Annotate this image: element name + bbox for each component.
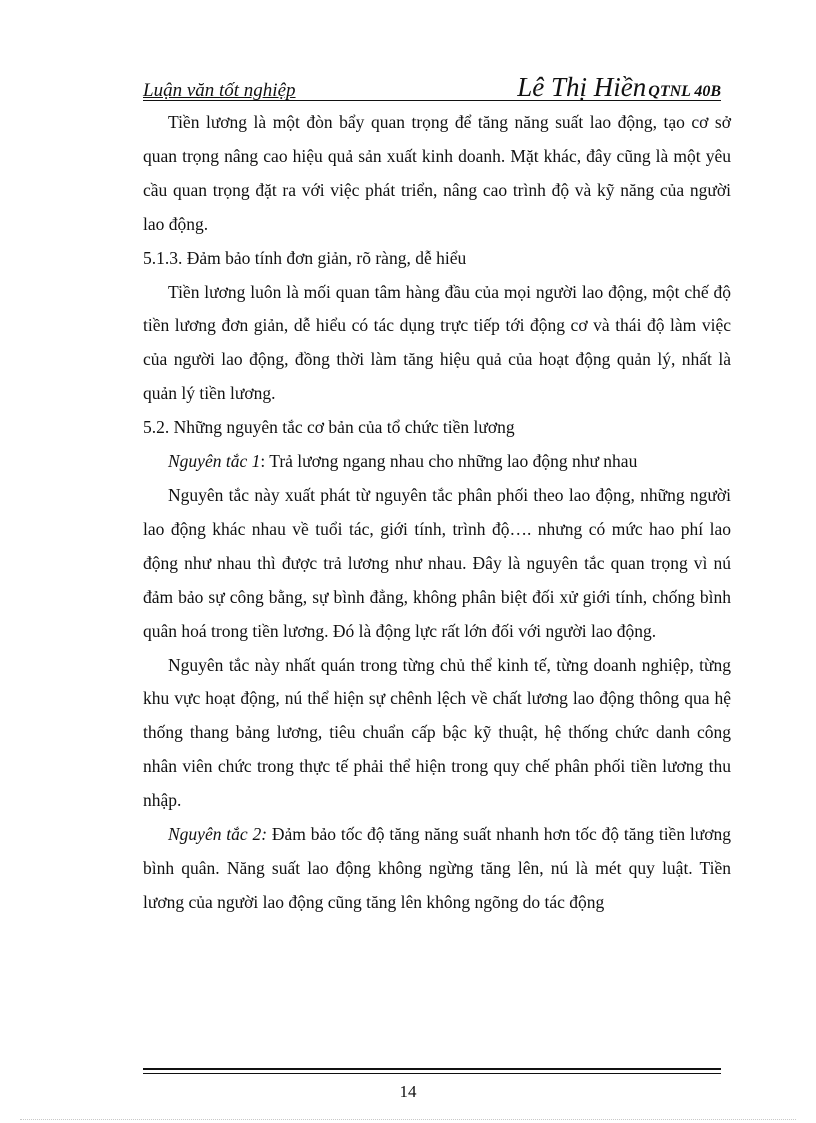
- footer-rule-thick: [143, 1068, 721, 1070]
- page-number: 14: [399, 1082, 417, 1101]
- paragraph-3: Nguyên tắc này xuất phát từ nguyên tắc phân phối theo lao động, những người lao động khác nhau về tuổi tác, giới tính, trình độ…. nhưng có mức hao phí lao động như nhau thì được trả lương như nhau. Đây là nguyên tắc quan trọng vì nú đảm bảo sự công bằng, sự bình đẳng, không phân biệt đối xử giới tính, chống bình quân hoá trong tiền lương. Đó là động lực rất lớn đối với người lao động.: [143, 484, 731, 641]
- header-author: Lê Thị Hiền: [517, 72, 647, 102]
- principle-2-label: Nguyên tắc 2:: [168, 824, 268, 845]
- section-heading-5-1-3: 5.1.3. Đảm bảo tính đơn giản, rõ ràng, dễ hiểu: [143, 247, 467, 268]
- page-header: [143, 72, 721, 102]
- principle-1-label: Nguyên tắc 1: [168, 451, 261, 472]
- principle-1-text: : Trả lương ngang nhau cho những lao động như nhau: [260, 451, 638, 472]
- header-class-code: QTNL 40B: [648, 83, 721, 100]
- footer-rule-thin: [143, 1073, 721, 1074]
- principle-2: [143, 818, 731, 920]
- principle-1: [143, 445, 731, 479]
- section-heading-5-2: 5.2. Những nguyên tắc cơ bản của tổ chức tiền lương: [143, 417, 515, 438]
- header-rule: [143, 100, 721, 101]
- page-edge-divider: [20, 1119, 796, 1120]
- principle-2-text: Đảm bảo tốc độ tăng năng suất nhanh hơn tốc độ tăng tiền lương bình quân. Năng suất lao động không ngừng tăng lên, nú là mét quy luật. Tiền lương của người lao động cũng tăng lên không ngõng do tác động: [143, 824, 732, 912]
- body-text: [143, 106, 731, 920]
- header-thesis-label: Luận văn tốt nghiệp: [143, 80, 296, 101]
- header-author-block: [517, 72, 721, 103]
- paragraph-4: Nguyên tắc này nhất quán trong từng chủ thể kinh tế, từng doanh nghiệp, từng khu vực hoạt động, nú thể hiện sự chênh lệch về chất lương lao động thông qua hệ thống thang bảng lương, tiêu chuẩn cấp bậc kỹ thuật, hệ thống chức danh công nhân viên chức trong thực tế phải thể hiện trong quy chế phân phối tiền lương thu nhập.: [143, 654, 731, 811]
- paragraph-2: Tiền lương luôn là mối quan tâm hàng đầu của mọi người lao động, một chế độ tiền lương đơn giản, dễ hiểu có tác dụng trực tiếp tới động cơ và thái độ làm việc của người lao động, đồng thời làm tăng hiệu quả của hoạt động quản lý, nhất là quản lý tiền lương.: [143, 281, 731, 404]
- paragraph-1: Tiền lương là một đòn bẩy quan trọng để tăng năng suất lao động, tạo cơ sở quan trọng nâng cao hiệu quả sản xuất kinh doanh. Mặt khác, đây cũng là một yêu cầu quan trọng đặt ra với việc phát triển, nâng cao trình độ và kỹ năng của người lao động.: [143, 112, 731, 234]
